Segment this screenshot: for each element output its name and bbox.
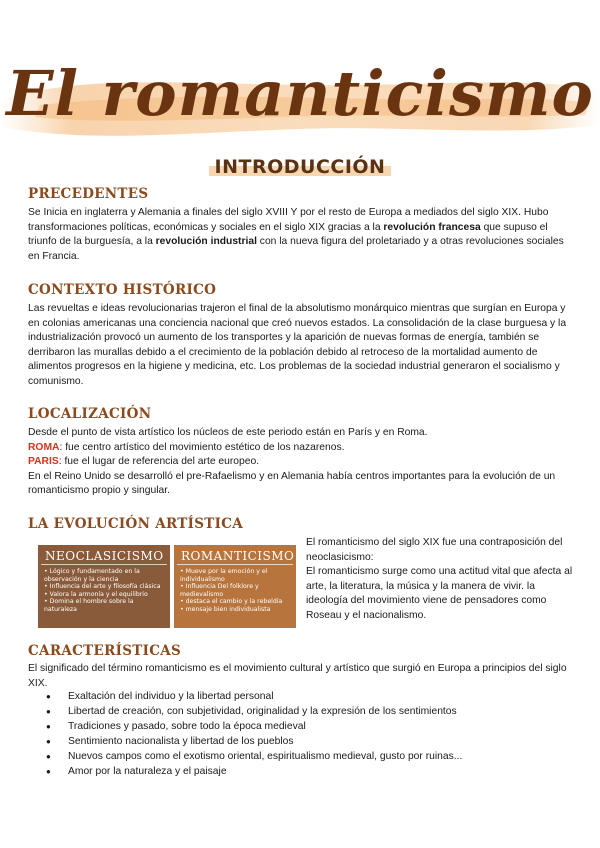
heading-contexto: CONTEXTO HISTÓRICO <box>28 282 217 298</box>
list-item: ● Tradiciones y pasado, sobre todo la época medieval <box>46 720 566 735</box>
list-item: • Lógico y fundamentado en la <box>44 568 140 575</box>
list-item: • Domina el hombre sobre la <box>44 598 134 606</box>
paragraph-caracteristicas: El significado del término romanticismo es el movimiento cultural y artístico que surgió en Europa a principios del siglo XIX. <box>28 663 567 689</box>
heading-evolucion: LA EVOLUCIÓN ARTÍSTICA <box>28 516 244 532</box>
box-title: NEOCLASICISMO <box>41 547 167 565</box>
heading-precedentes: PRECEDENTES <box>28 186 149 202</box>
box-neoclasicismo <box>38 545 170 628</box>
title-banner <box>0 45 600 155</box>
box-title: ROMANTICISMO <box>177 547 293 565</box>
list-item: ● Sentimiento nacionalista y libertad de los pueblos <box>46 735 566 750</box>
list-item: individualismo <box>180 575 225 583</box>
caracteristicas-list <box>46 690 566 779</box>
document-title: El romanticismo <box>6 57 594 130</box>
list-item: • Influencia del arte y filosofía clásica <box>44 583 161 591</box>
list-item: observación y la ciencia <box>44 575 119 583</box>
list-item: medievalismo <box>180 590 224 598</box>
paragraph-contexto: Las revueltas e ideas revolucionarias trajeron el final de la absolutismo monárquico mientras que surgían en Europa y en colonias americanas una conciencia nacional que creó nuevos estados. La consolidación de la clase burguesa y la industrialización provocó un aumento de los transportes y la aparición de nuevas formas de energía, también se derribaron las murallas debido a el crecimiento de la población debido al retroceso de la mortalidad aumento de alimentos progresos en la higiene y medicina, etc. Los problemas de la sociedad industrial generaron el socialismo y comunismo. <box>28 303 567 387</box>
heading-caracteristicas: CARACTERÍSTICAS <box>28 643 182 659</box>
list-item: ● Libertad de creación, con subjetividad, originalidad y la expresión de los sentimientos <box>46 705 566 720</box>
heading-localizacion: LOCALIZACIÓN <box>28 406 152 422</box>
label-paris: PARIS <box>28 456 59 468</box>
list-item: • Mueve por la emoción y el <box>180 568 268 575</box>
list-item: ● Nuevos campos como el exotismo oriental, espiritualismo medieval, gusto por ruinas... <box>46 750 566 765</box>
box-romanticismo <box>174 545 296 628</box>
list-item: ● Exaltación del individuo y la libertad personal <box>46 690 566 705</box>
list-item: • Influencia Del folklore y <box>180 583 259 591</box>
label-roma: ROMA <box>28 441 60 453</box>
list-item: ● Amor por la naturaleza y el paisaje <box>46 765 566 780</box>
paragraph-localizacion: Desde el punto de vista artístico los núcleos de este periodo están en París y en Roma. ROMA: fue centro artístico del movimiento estético de los nazarenos. PARIS: fue el lugar de referencia del arte europeo. En el Reino Unido se desarrolló el pre-Rafaelismo y en Alemania había centros importantes para la evolución de un romanticismo propio y singular. <box>28 427 556 497</box>
list-item: • mensaje bien individualista <box>180 605 271 613</box>
paragraph-evolucion: El romanticismo del siglo XIX fue una contraposición del neoclasicismo: El romanticismo surge como una actitud vital que afecta al arte, la literatura, la música y la manera de vivir. la ideología del movimiento viene de pensadores como Roseau y el nacionalismo. <box>306 537 573 621</box>
list-item: • destaca el cambio y la rebeldía <box>180 598 283 606</box>
section-subtitle: INTRODUCCIÓN <box>0 156 600 178</box>
list-item: • Valora la armonía y el equilibrio <box>44 590 148 598</box>
paragraph-precedentes: Se Inicia en inglaterra y Alemania a finales del siglo XVIII Y por el resto de Europa a mediados del siglo XIX. Hubo transformaciones políticas, económicas y sociales en el siglo XIX gracias a la revolución francesa que supuso el triunfo de la burguesía, a la revolución industrial con la nueva figura del proletariado y a otras revoluciones sociales en Francia. <box>28 207 564 262</box>
list-item: naturaleza <box>44 605 77 613</box>
